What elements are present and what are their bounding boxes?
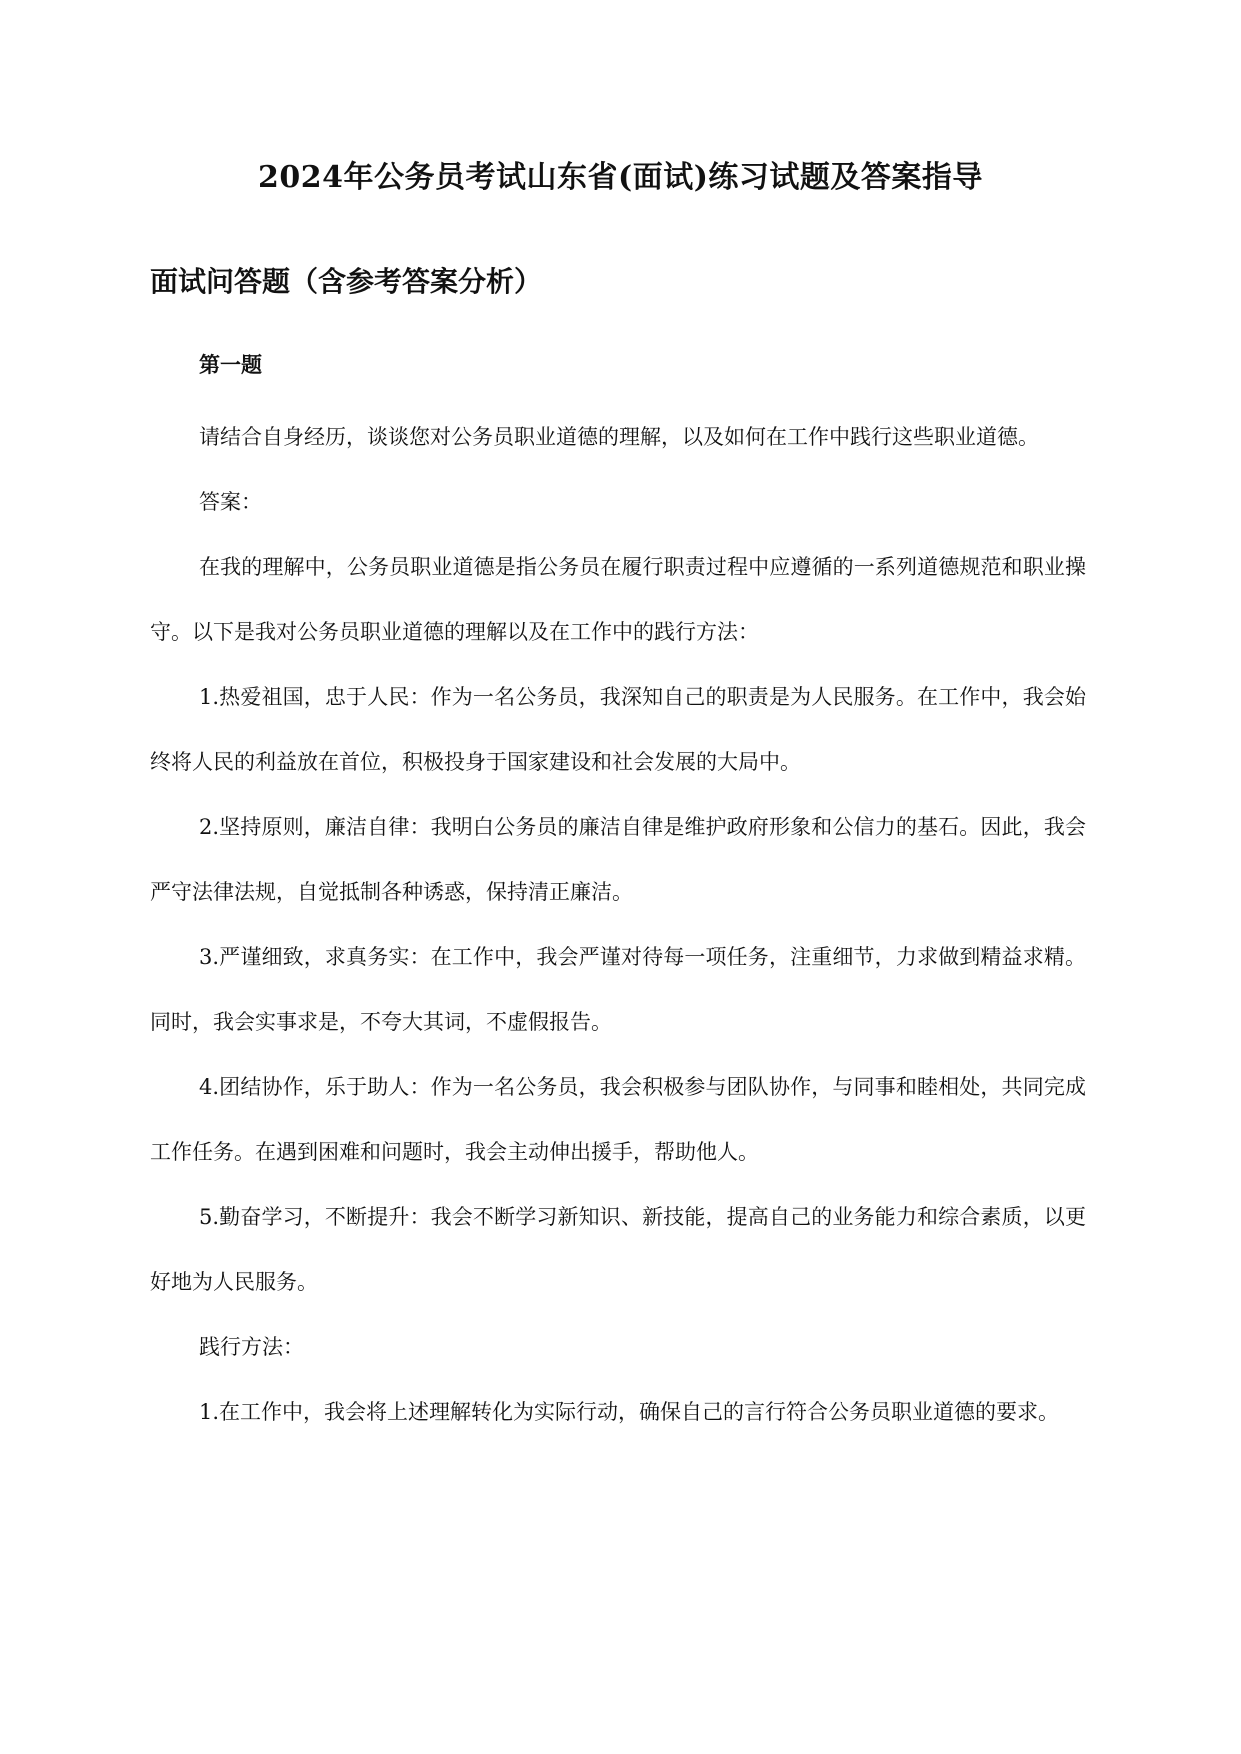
answer-point-2: 2.坚持原则，廉洁自律：我明白公务员的廉洁自律是维护政府形象和公信力的基石。因此，我会严守法律法规，自觉抵制各种诱惑，保持清正廉洁。 — [150, 815, 1086, 904]
document-title: 2024年公务员考试山东省(面试)练习试题及答案指导 — [258, 160, 983, 195]
section-heading: 面试问答题（含参考答案分析） — [150, 265, 543, 298]
practice-method-1: 1.在工作中，我会将上述理解转化为实际行动，确保自己的言行符合公务员职业道德的要求。 — [199, 1400, 1060, 1424]
practice-methods-label: 践行方法： — [199, 1335, 304, 1359]
answer-point-3: 3.严谨细致，求真务实：在工作中，我会严谨对待每一项任务，注重细节，力求做到精益求精。同时，我会实事求是，不夸大其词，不虚假报告。 — [150, 945, 1086, 1034]
answer-intro-paragraph: 在我的理解中，公务员职业道德是指公务员在履行职责过程中应遵循的一系列道德规范和职业操守。以下是我对公务员职业道德的理解以及在工作中的践行方法： — [150, 555, 1086, 644]
question-label: 第一题 — [199, 352, 262, 377]
answer-point-5: 5.勤奋学习，不断提升：我会不断学习新知识、新技能，提高自己的业务能力和综合素质，以更好地为人民服务。 — [150, 1205, 1086, 1294]
answer-point-1: 1.热爱祖国，忠于人民：作为一名公务员，我深知自己的职责是为人民服务。在工作中，我会始终将人民的利益放在首位，积极投身于国家建设和社会发展的大局中。 — [150, 685, 1086, 774]
answer-point-4: 4.团结协作，乐于助人：作为一名公务员，我会积极参与团队协作，与同事和睦相处，共同完成工作任务。在遇到困难和问题时，我会主动伸出援手，帮助他人。 — [150, 1075, 1086, 1164]
answer-label: 答案： — [199, 490, 262, 514]
answer-body — [150, 405, 1086, 1445]
question-text: 请结合自身经历，谈谈您对公务员职业道德的理解，以及如何在工作中践行这些职业道德。 — [199, 425, 1039, 449]
